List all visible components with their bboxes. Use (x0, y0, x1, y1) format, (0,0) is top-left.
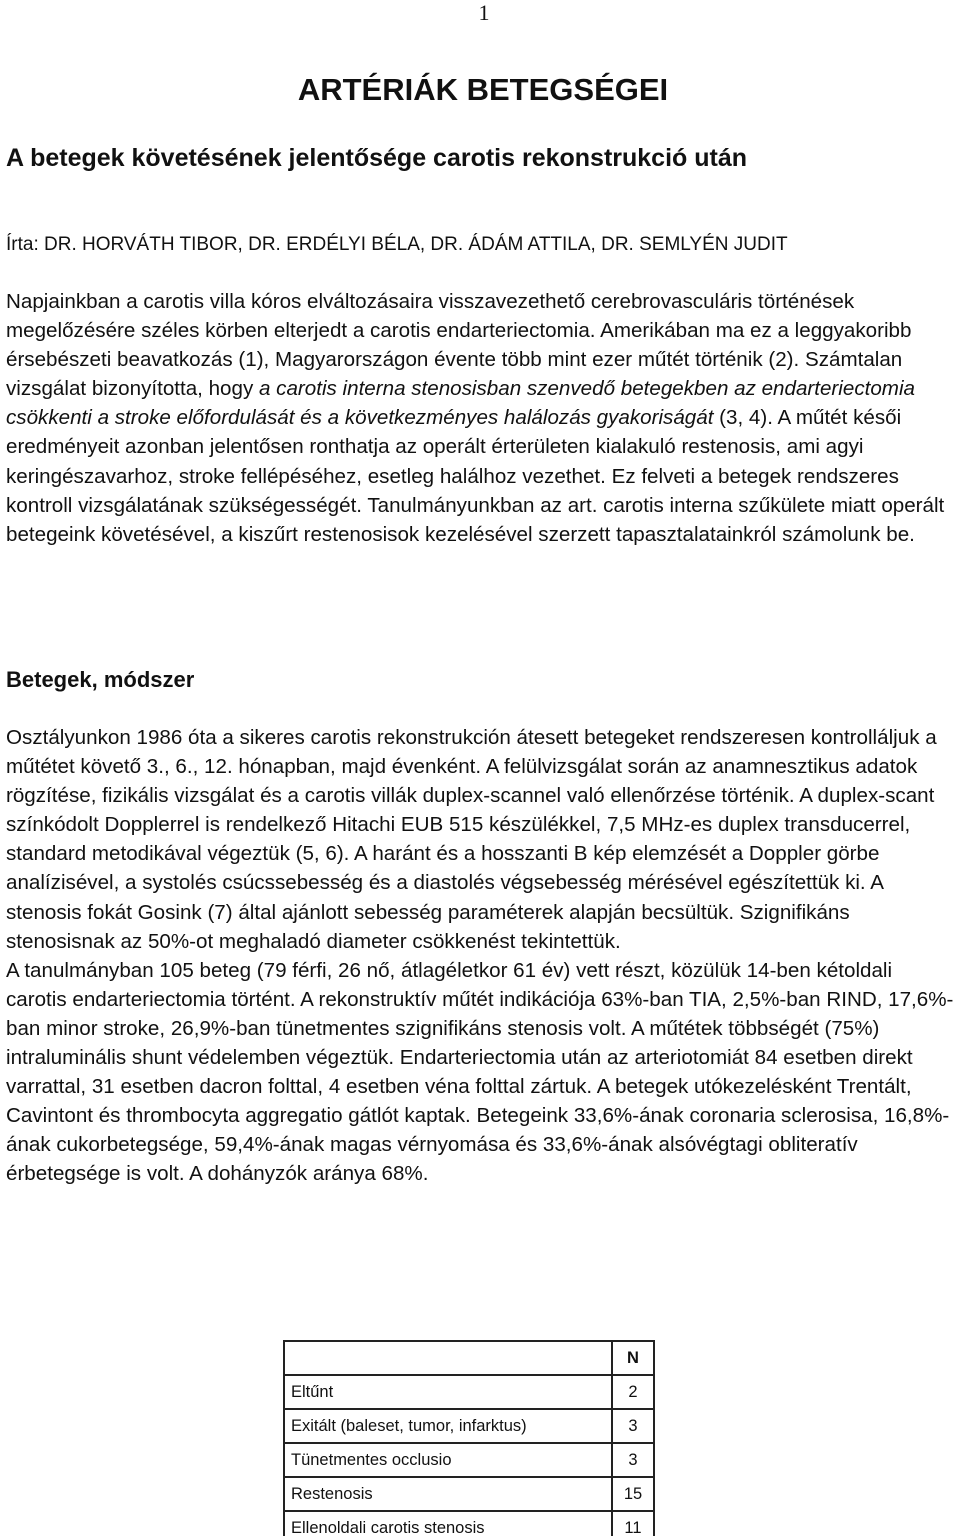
table-cell-n: 11 (612, 1511, 653, 1536)
table-header-row (285, 1342, 653, 1375)
table-header-label (285, 1342, 612, 1375)
table-cell-n: 3 (612, 1409, 653, 1443)
methods-section (6, 723, 958, 1189)
table-cell-label: Exitált (baleset, tumor, infarktus) (285, 1409, 612, 1443)
intro-paragraph (6, 287, 958, 549)
section-heading-methods: Betegek, módszer (6, 667, 195, 692)
table-row (285, 1511, 653, 1536)
table-cell-label: Eltűnt (285, 1375, 612, 1409)
article-subtitle: A betegek követésének jelentősége carotis rekonstrukció után (6, 144, 748, 172)
author-line: Írta: DR. HORVÁTH TIBOR, DR. ERDÉLYI BÉLA, DR. ÁDÁM ATTILA, DR. SEMLYÉN JUDIT (6, 234, 788, 255)
intro-italic-text: a carotis interna stenosisban szenvedő betegekben az endarteriectomia csökkenti a stroke előfordulását és a következményes halálozás gyakoriságát (6, 377, 915, 430)
table-row (285, 1409, 653, 1443)
methods-paragraph-2: A tanulmányban 105 beteg (79 férfi, 26 nő, átlagéletkor 61 év) vett részt, közülük 14-ben kétoldali carotis endarteriectomia történt. A rekonstruktív műtét indikációja 63%-ban TIA, 2,5%-ban RIND, 17,6%-ban minor stroke, 26,9%-ban tünetmentes szignifikáns stenosis volt. A műtétek többségét (75%) intraluminális shunt védelemben végeztük. Endarteriectomia után az arteriotomiát 84 esetben direkt varrattal, 31 esetben dacron folttal, 4 esetben véna folttal zártuk. A betegek utókezelésként Trentált, Cavintont és thrombocyta aggregatio gátlót kaptak. Betegeink 33,6%-ának coronaria sclerosisa, 16,8%-ának cukorbetegsége, 59,4%-ának magas vérnyomása és 33,6%-ának alsóvégtagi obliteratív érbetegsége is volt. A dohányzók aránya 68%. (6, 958, 954, 1186)
table-cell-label: Tünetmentes occlusio (285, 1443, 612, 1477)
intro-text-1: Napjainkban a carotis villa kóros elváltozásaira visszavezethető cerebrovasculáris történések megelőzésére széles körben elterjedt a carotis endarteriectomia. Amerikában ma ez a leggyakoribb érsebészeti beavatkozás (1), Magyarországon évente több mint ezer műtét történik (2). Számtalan vizsgálat bizonyította, hogy (6, 290, 912, 401)
table-cell-n: 15 (612, 1477, 653, 1511)
table-row (285, 1375, 653, 1409)
methods-paragraph-1: Osztályunkon 1986 óta a sikeres carotis rekonstrukción átesett betegeket rendszeresen kontrolláljuk a műtétet követő 3., 6., 12. hónapban, majd évenként. A felülvizsgálat során az anamnesztikus adatok rögzítése, fizikális vizsgálat és a carotis villák duplex-scannel való ellenőrzése történik. A duplex-scant színkódolt Dopplerrel is rendelkező Hitachi EUB 515 készülékkel, 7,5 MHz-es duplex transducerrel, standard metodikával végeztük (5, 6). A haránt és a hosszanti B kép elemzését a Doppler görbe analízisével, a systolés csúcssebesség és a diastolés végsebesség mérésével egészítettük ki. A stenosis fokát Gosink (7) által ajánlott sebesség paraméterek alapján becsültük. Szignifikáns stenosisnak az 50%-ot meghaladó diameter csökkenést tekintettük. (6, 726, 937, 953)
table-cell-n: 3 (612, 1443, 653, 1477)
outcome-table-grid (285, 1342, 653, 1536)
table-cell-n: 2 (612, 1375, 653, 1409)
table-header-n: N (627, 1348, 639, 1367)
intro-text-2: (3, 4). A műtét késői eredményeit azonban jelentősen ronthatja az operált érterületen kialakuló restenosis, ami agyi keringészavarhoz, stroke fellépéséhez, esetleg halálhoz vezethet. Ez felveti a betegek rendszeres kontroll vizsgálatának szükségességét. Tanulmányunkban az art. carotis interna szűkülete miatt operált betegeink követésével, a kiszűrt restenosisok kezelésével szerzett tapasztalatainkról számolunk be. (6, 406, 945, 546)
table-row (285, 1477, 653, 1511)
page-number: 1 (478, 0, 490, 25)
outcome-table (283, 1340, 655, 1536)
page-title: ARTÉRIÁK BETEGSÉGEI (297, 72, 669, 107)
table-cell-label: Ellenoldali carotis stenosis (285, 1511, 612, 1536)
table-row (285, 1443, 653, 1477)
table-cell-label: Restenosis (285, 1477, 612, 1511)
